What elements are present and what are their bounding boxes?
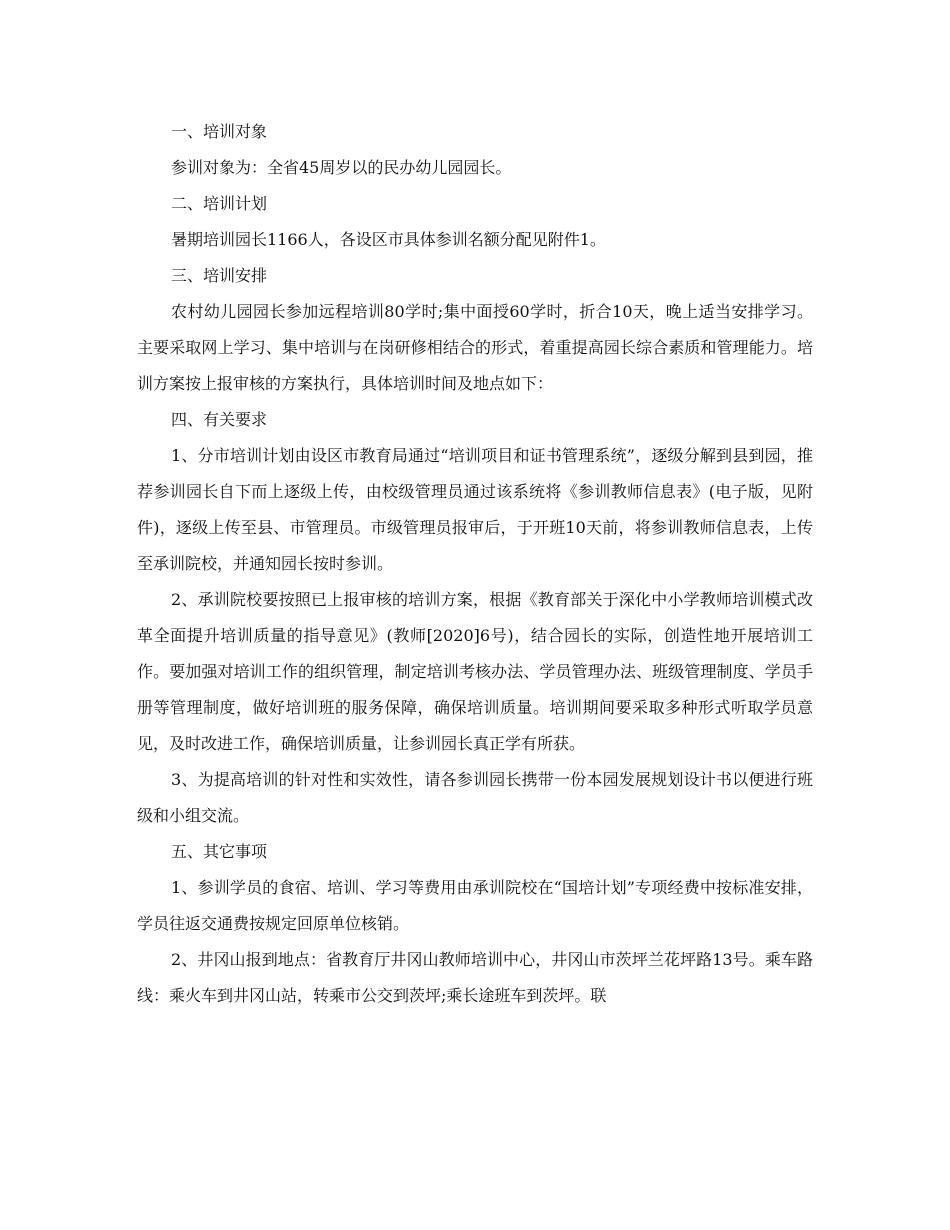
paragraph-requirement-3: 3、为提高培训的针对性和实效性，请各参训园长携带一份本园发展规划设计书以便进行班级和小组交流。 bbox=[137, 770, 813, 825]
section-heading-training-arrangement: 三、培训安排 bbox=[171, 266, 268, 285]
section-heading-other-matters: 五、其它事项 bbox=[171, 842, 268, 861]
paragraph-requirement-1: 1、分市培训计划由设区市教育局通过“培训项目和证书管理系统”，逐级分解到县到园，推荐参训园长自下而上逐级上传，由校级管理员通过该系统将《参训教师信息表》(电子版，见附件)，逐级上传至县、市管理员。市级管理员报审后，于开班10天前，将参训教师信息表，上传至承训院校，并通知园长按时参训。 bbox=[137, 446, 813, 573]
section-heading-training-target: 一、培训对象 bbox=[171, 122, 268, 141]
paragraph-requirement-2: 2、承训院校要按照已上报审核的培训方案，根据《教育部关于深化中小学教师培训模式改革全面提升培训质量的指导意见》(教师[2020]6号)，结合园长的实际，创造性地开展培训工作。要加强对培训工作的组织管理，制定培训考核办法、学员管理办法、班级管理制度、学员手册等管理制度，做好培训班的服务保障，确保培训质量。培训期间要采取多种形式听取学员意见，及时改进工作，确保培训质量，让参训园长真正学有所获。 bbox=[137, 590, 813, 753]
paragraph-training-plan: 暑期培训园长1166人，各设区市具体参训名额分配见附件1。 bbox=[171, 230, 606, 249]
section-heading-requirements: 四、有关要求 bbox=[171, 410, 268, 429]
document-page bbox=[137, 114, 813, 1014]
paragraph-other-1: 1、参训学员的食宿、培训、学习等费用由承训院校在“国培计划”专项经费中按标准安排，学员往返交通费按规定回原单位核销。 bbox=[137, 878, 813, 933]
paragraph-training-target: 参训对象为：全省45周岁以的民办幼儿园园长。 bbox=[171, 158, 512, 177]
section-heading-training-plan: 二、培训计划 bbox=[171, 194, 268, 213]
paragraph-training-arrangement: 农村幼儿园园长参加远程培训80学时;集中面授60学时，折合10天，晚上适当安排学习。主要采取网上学习、集中培训与在岗研修相结合的形式，着重提高园长综合素质和管理能力。培训方案按上报审核的方案执行，具体培训时间及地点如下： bbox=[137, 302, 813, 393]
paragraph-other-2: 2、井冈山报到地点：省教育厅井冈山教师培训中心，井冈山市茨坪兰花坪路13号。乘车路线：乘火车到井冈山站，转乘市公交到茨坪;乘长途班车到茨坪。联 bbox=[137, 950, 813, 1005]
